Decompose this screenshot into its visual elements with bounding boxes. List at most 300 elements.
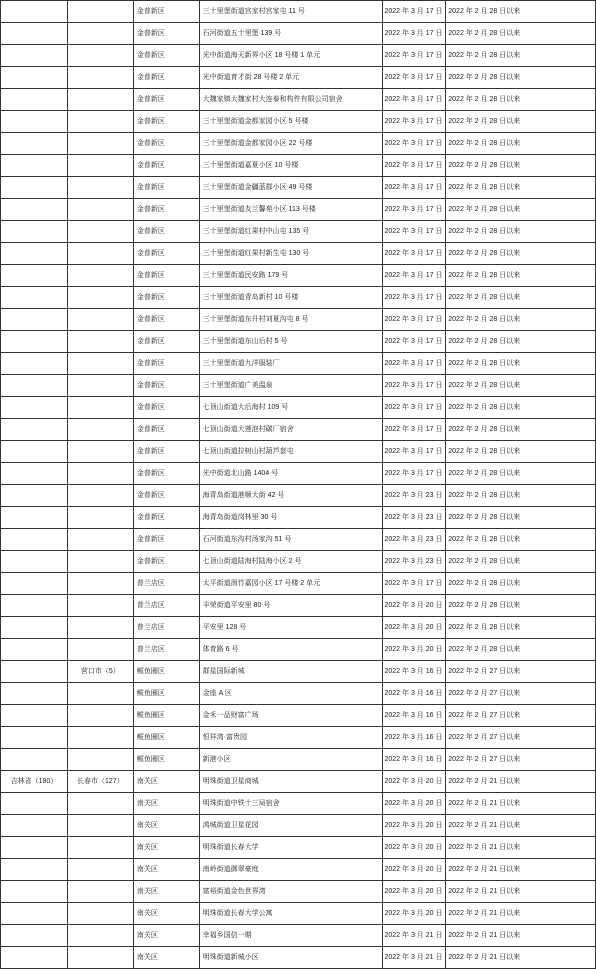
- date-cell: 2022 年 3 月 17 日: [382, 1, 446, 23]
- since-cell: 2022 年 2 月 28 日以来: [446, 617, 596, 639]
- province-cell: [1, 397, 68, 419]
- address-cell: 三十里堡街道金疆蓝郡小区 49 号楼: [199, 177, 382, 199]
- city-cell: [67, 265, 133, 287]
- table-row: [1, 507, 596, 529]
- district-cell: 金普新区: [133, 111, 199, 133]
- district-cell: 金普新区: [133, 463, 199, 485]
- date-cell: 2022 年 3 月 17 日: [382, 441, 446, 463]
- since-cell: 2022 年 2 月 27 日以来: [446, 749, 596, 771]
- province-cell: [1, 551, 68, 573]
- address-cell: 三十里堡街道嘉夏小区 10 号楼: [199, 155, 382, 177]
- district-cell: 金普新区: [133, 155, 199, 177]
- date-cell: 2022 年 3 月 17 日: [382, 199, 446, 221]
- address-cell: 三十里堡街道金都家园小区 22 号楼: [199, 133, 382, 155]
- table-row: [1, 727, 596, 749]
- address-cell: 明珠街道长春大学公寓: [199, 903, 382, 925]
- city-cell: [67, 1, 133, 23]
- address-cell: 体育路 6 号: [199, 639, 382, 661]
- city-cell: [67, 815, 133, 837]
- date-cell: 2022 年 3 月 23 日: [382, 507, 446, 529]
- province-cell: [1, 331, 68, 353]
- table-row: [1, 265, 596, 287]
- address-cell: 石河街道五十里堡 139 号: [199, 23, 382, 45]
- since-cell: 2022 年 2 月 27 日以来: [446, 661, 596, 683]
- table-row: [1, 837, 596, 859]
- city-cell: [67, 353, 133, 375]
- address-cell: 石河街道东沟村汤家沟 51 号: [199, 529, 382, 551]
- city-cell: [67, 485, 133, 507]
- address-cell: 平安里 128 号: [199, 617, 382, 639]
- date-cell: 2022 年 3 月 17 日: [382, 133, 446, 155]
- address-cell: 七顶山街道大后海村 109 号: [199, 397, 382, 419]
- city-cell: [67, 397, 133, 419]
- table-row: [1, 287, 596, 309]
- table-row: [1, 859, 596, 881]
- since-cell: 2022 年 2 月 27 日以来: [446, 727, 596, 749]
- district-cell: 金普新区: [133, 309, 199, 331]
- date-cell: 2022 年 3 月 17 日: [382, 111, 446, 133]
- province-cell: [1, 1, 68, 23]
- since-cell: 2022 年 2 月 28 日以来: [446, 441, 596, 463]
- date-cell: 2022 年 3 月 17 日: [382, 463, 446, 485]
- since-cell: 2022 年 2 月 28 日以来: [446, 177, 596, 199]
- province-cell: [1, 837, 68, 859]
- address-cell: 明珠街道中铁十三局宿舍: [199, 793, 382, 815]
- address-cell: 金座 A 区: [199, 683, 382, 705]
- table-row: [1, 683, 596, 705]
- province-cell: [1, 419, 68, 441]
- since-cell: 2022 年 2 月 28 日以来: [446, 265, 596, 287]
- district-cell: 金普新区: [133, 177, 199, 199]
- province-cell: 吉林省（180）: [1, 771, 68, 793]
- address-cell: 光中街道北山路 1404 号: [199, 463, 382, 485]
- date-cell: 2022 年 3 月 17 日: [382, 573, 446, 595]
- address-cell: 三十里堡街道九洋服装厂: [199, 353, 382, 375]
- district-cell: 金普新区: [133, 397, 199, 419]
- date-cell: 2022 年 3 月 20 日: [382, 903, 446, 925]
- address-cell: 七顶山街道大莲泡村碳厂宿舍: [199, 419, 382, 441]
- province-cell: [1, 155, 68, 177]
- address-cell: 光中街道育才街 28 号楼 2 单元: [199, 67, 382, 89]
- province-cell: [1, 881, 68, 903]
- since-cell: 2022 年 2 月 28 日以来: [446, 45, 596, 67]
- table-row: [1, 67, 596, 89]
- city-cell: [67, 925, 133, 947]
- address-cell: 群星国际新城: [199, 661, 382, 683]
- address-cell: 三十里堡街道青岛新村 10 号楼: [199, 287, 382, 309]
- address-cell: 三十里堡街道友兰馨苑小区 113 号楼: [199, 199, 382, 221]
- date-cell: 2022 年 3 月 17 日: [382, 375, 446, 397]
- address-cell: 三十里堡街道东山后村 5 号: [199, 331, 382, 353]
- since-cell: 2022 年 2 月 28 日以来: [446, 89, 596, 111]
- since-cell: 2022 年 2 月 28 日以来: [446, 309, 596, 331]
- since-cell: 2022 年 2 月 28 日以来: [446, 507, 596, 529]
- table-row: [1, 617, 596, 639]
- since-cell: 2022 年 2 月 28 日以来: [446, 111, 596, 133]
- district-cell: 南关区: [133, 859, 199, 881]
- province-cell: [1, 573, 68, 595]
- table-row: [1, 661, 596, 683]
- province-cell: [1, 309, 68, 331]
- district-cell: 金普新区: [133, 441, 199, 463]
- city-cell: [67, 155, 133, 177]
- since-cell: 2022 年 2 月 28 日以来: [446, 287, 596, 309]
- city-cell: [67, 947, 133, 969]
- district-cell: 金普新区: [133, 67, 199, 89]
- province-cell: [1, 67, 68, 89]
- date-cell: 2022 年 3 月 20 日: [382, 617, 446, 639]
- table-row: [1, 551, 596, 573]
- district-cell: 南关区: [133, 793, 199, 815]
- since-cell: 2022 年 2 月 28 日以来: [446, 243, 596, 265]
- district-cell: 金普新区: [133, 485, 199, 507]
- table-row: [1, 23, 596, 45]
- date-cell: 2022 年 3 月 17 日: [382, 221, 446, 243]
- since-cell: 2022 年 2 月 28 日以来: [446, 419, 596, 441]
- date-cell: 2022 年 3 月 23 日: [382, 529, 446, 551]
- city-cell: [67, 617, 133, 639]
- city-cell: [67, 441, 133, 463]
- date-cell: 2022 年 3 月 17 日: [382, 287, 446, 309]
- province-cell: [1, 45, 68, 67]
- address-cell: 三十里堡街道东升村刘夏沟屯 8 号: [199, 309, 382, 331]
- city-cell: [67, 573, 133, 595]
- district-cell: 普兰店区: [133, 573, 199, 595]
- city-cell: [67, 287, 133, 309]
- date-cell: 2022 年 3 月 21 日: [382, 947, 446, 969]
- province-cell: [1, 705, 68, 727]
- district-cell: 金普新区: [133, 551, 199, 573]
- city-cell: [67, 419, 133, 441]
- since-cell: 2022 年 2 月 28 日以来: [446, 485, 596, 507]
- date-cell: 2022 年 3 月 17 日: [382, 155, 446, 177]
- since-cell: 2022 年 2 月 21 日以来: [446, 837, 596, 859]
- district-cell: 南关区: [133, 881, 199, 903]
- table-row: [1, 815, 596, 837]
- address-cell: 幸福乡国信一期: [199, 925, 382, 947]
- district-cell: 金普新区: [133, 89, 199, 111]
- district-cell: 南关区: [133, 815, 199, 837]
- address-cell: 三十里堡街道红果村新生屯 130 号: [199, 243, 382, 265]
- since-cell: 2022 年 2 月 28 日以来: [446, 595, 596, 617]
- table-row: [1, 375, 596, 397]
- province-cell: [1, 507, 68, 529]
- table-row: [1, 881, 596, 903]
- address-cell: 金禾一品财富广场: [199, 705, 382, 727]
- since-cell: 2022 年 2 月 21 日以来: [446, 793, 596, 815]
- district-cell: 金普新区: [133, 265, 199, 287]
- city-cell: [67, 705, 133, 727]
- since-cell: 2022 年 2 月 28 日以来: [446, 375, 596, 397]
- since-cell: 2022 年 2 月 28 日以来: [446, 551, 596, 573]
- city-cell: [67, 199, 133, 221]
- since-cell: 2022 年 2 月 28 日以来: [446, 331, 596, 353]
- address-cell: 七顶山街道陆海村陆海小区 2 号: [199, 551, 382, 573]
- table-row: [1, 639, 596, 661]
- since-cell: 2022 年 2 月 21 日以来: [446, 947, 596, 969]
- table-row: [1, 771, 596, 793]
- since-cell: 2022 年 2 月 21 日以来: [446, 903, 596, 925]
- district-cell: 金普新区: [133, 199, 199, 221]
- since-cell: 2022 年 2 月 28 日以来: [446, 529, 596, 551]
- province-cell: [1, 111, 68, 133]
- city-cell: [67, 507, 133, 529]
- table-row: [1, 111, 596, 133]
- since-cell: 2022 年 2 月 21 日以来: [446, 815, 596, 837]
- province-cell: [1, 199, 68, 221]
- district-cell: 金普新区: [133, 375, 199, 397]
- since-cell: 2022 年 2 月 27 日以来: [446, 683, 596, 705]
- address-cell: 富裕街道金色世界湾: [199, 881, 382, 903]
- date-cell: 2022 年 3 月 20 日: [382, 771, 446, 793]
- district-cell: 金普新区: [133, 287, 199, 309]
- city-cell: [67, 683, 133, 705]
- address-cell: 太平街道润竹嘉园小区 17 号楼 2 单元: [199, 573, 382, 595]
- city-cell: [67, 595, 133, 617]
- city-cell: [67, 375, 133, 397]
- date-cell: 2022 年 3 月 23 日: [382, 551, 446, 573]
- province-cell: [1, 925, 68, 947]
- table-row: [1, 243, 596, 265]
- province-cell: [1, 749, 68, 771]
- province-cell: [1, 485, 68, 507]
- date-cell: 2022 年 3 月 17 日: [382, 309, 446, 331]
- address-cell: 南岭街道御翠豪庭: [199, 859, 382, 881]
- district-cell: 南关区: [133, 837, 199, 859]
- table-row: [1, 133, 596, 155]
- date-cell: 2022 年 3 月 16 日: [382, 749, 446, 771]
- district-cell: 金普新区: [133, 221, 199, 243]
- address-cell: 明珠街道新城小区: [199, 947, 382, 969]
- province-cell: [1, 463, 68, 485]
- district-cell: 金普新区: [133, 419, 199, 441]
- table-row: [1, 45, 596, 67]
- since-cell: 2022 年 2 月 28 日以来: [446, 67, 596, 89]
- province-cell: [1, 243, 68, 265]
- district-cell: 普兰店区: [133, 595, 199, 617]
- district-cell: 南关区: [133, 903, 199, 925]
- address-cell: 明珠街道长春大学: [199, 837, 382, 859]
- address-cell: 光中街道海天新界小区 18 号楼 1 单元: [199, 45, 382, 67]
- province-cell: [1, 375, 68, 397]
- city-cell: [67, 529, 133, 551]
- since-cell: 2022 年 2 月 28 日以来: [446, 1, 596, 23]
- table-row: [1, 419, 596, 441]
- province-cell: [1, 441, 68, 463]
- date-cell: 2022 年 3 月 17 日: [382, 331, 446, 353]
- address-cell: 鸿城街道卫星花园: [199, 815, 382, 837]
- district-cell: 鲅鱼圈区: [133, 727, 199, 749]
- date-cell: 2022 年 3 月 17 日: [382, 177, 446, 199]
- city-cell: [67, 793, 133, 815]
- district-cell: 金普新区: [133, 331, 199, 353]
- city-cell: [67, 133, 133, 155]
- address-cell: 三十里堡街道广美温泉: [199, 375, 382, 397]
- city-cell: [67, 859, 133, 881]
- province-cell: [1, 265, 68, 287]
- district-cell: 金普新区: [133, 133, 199, 155]
- since-cell: 2022 年 2 月 28 日以来: [446, 133, 596, 155]
- province-cell: [1, 221, 68, 243]
- since-cell: 2022 年 2 月 28 日以来: [446, 397, 596, 419]
- since-cell: 2022 年 2 月 28 日以来: [446, 199, 596, 221]
- table-row: [1, 199, 596, 221]
- province-cell: [1, 859, 68, 881]
- province-cell: [1, 683, 68, 705]
- city-cell: [67, 89, 133, 111]
- table-row: [1, 793, 596, 815]
- city-cell: [67, 45, 133, 67]
- date-cell: 2022 年 3 月 16 日: [382, 683, 446, 705]
- table-row: [1, 573, 596, 595]
- table-row: [1, 331, 596, 353]
- date-cell: 2022 年 3 月 17 日: [382, 89, 446, 111]
- province-cell: [1, 639, 68, 661]
- date-cell: 2022 年 3 月 20 日: [382, 859, 446, 881]
- province-cell: [1, 595, 68, 617]
- table-row: [1, 903, 596, 925]
- address-cell: 新港小区: [199, 749, 382, 771]
- city-cell: [67, 881, 133, 903]
- district-cell: 南关区: [133, 947, 199, 969]
- since-cell: 2022 年 2 月 27 日以来: [446, 705, 596, 727]
- province-cell: [1, 661, 68, 683]
- city-cell: [67, 727, 133, 749]
- city-cell: [67, 221, 133, 243]
- since-cell: 2022 年 2 月 28 日以来: [446, 221, 596, 243]
- city-cell: [67, 463, 133, 485]
- province-cell: [1, 23, 68, 45]
- province-cell: [1, 815, 68, 837]
- table-row: [1, 947, 596, 969]
- district-cell: 鲅鱼圈区: [133, 749, 199, 771]
- city-cell: [67, 749, 133, 771]
- table-row: [1, 397, 596, 419]
- table-row: [1, 529, 596, 551]
- district-cell: 金普新区: [133, 507, 199, 529]
- district-cell: 金普新区: [133, 353, 199, 375]
- address-cell: 明珠街道卫星商城: [199, 771, 382, 793]
- table-row: [1, 353, 596, 375]
- district-cell: 普兰店区: [133, 639, 199, 661]
- address-cell: 海青岛街道岗林里 30 号: [199, 507, 382, 529]
- city-cell: [67, 243, 133, 265]
- district-cell: 金普新区: [133, 45, 199, 67]
- date-cell: 2022 年 3 月 17 日: [382, 67, 446, 89]
- district-cell: 金普新区: [133, 243, 199, 265]
- since-cell: 2022 年 2 月 21 日以来: [446, 859, 596, 881]
- table-row: [1, 177, 596, 199]
- date-cell: 2022 年 3 月 20 日: [382, 639, 446, 661]
- date-cell: 2022 年 3 月 20 日: [382, 881, 446, 903]
- since-cell: 2022 年 2 月 28 日以来: [446, 463, 596, 485]
- date-cell: 2022 年 3 月 16 日: [382, 661, 446, 683]
- table-row: [1, 89, 596, 111]
- table-row: [1, 1, 596, 23]
- date-cell: 2022 年 3 月 23 日: [382, 485, 446, 507]
- date-cell: 2022 年 3 月 17 日: [382, 353, 446, 375]
- address-cell: 海青岛街道港顺大街 42 号: [199, 485, 382, 507]
- city-cell: [67, 837, 133, 859]
- province-cell: [1, 177, 68, 199]
- province-cell: [1, 133, 68, 155]
- province-cell: [1, 617, 68, 639]
- district-cell: 金普新区: [133, 529, 199, 551]
- city-cell: [67, 309, 133, 331]
- since-cell: 2022 年 2 月 28 日以来: [446, 23, 596, 45]
- table-row: [1, 221, 596, 243]
- since-cell: 2022 年 2 月 21 日以来: [446, 771, 596, 793]
- since-cell: 2022 年 2 月 28 日以来: [446, 353, 596, 375]
- table-row: [1, 155, 596, 177]
- date-cell: 2022 年 3 月 17 日: [382, 45, 446, 67]
- city-cell: [67, 551, 133, 573]
- province-cell: [1, 287, 68, 309]
- table-row: [1, 463, 596, 485]
- address-cell: 恒祥湾·富贵园: [199, 727, 382, 749]
- date-cell: 2022 年 3 月 17 日: [382, 265, 446, 287]
- city-cell: 长春市（127）: [67, 771, 133, 793]
- province-cell: [1, 793, 68, 815]
- date-cell: 2022 年 3 月 17 日: [382, 243, 446, 265]
- table-row: [1, 749, 596, 771]
- address-cell: 三十里堡街道红果村中山屯 135 号: [199, 221, 382, 243]
- district-cell: 鲅鱼圈区: [133, 661, 199, 683]
- province-cell: [1, 903, 68, 925]
- district-cell: 南关区: [133, 771, 199, 793]
- date-cell: 2022 年 3 月 17 日: [382, 419, 446, 441]
- district-cell: 鲅鱼圈区: [133, 683, 199, 705]
- table-row: [1, 441, 596, 463]
- date-cell: 2022 年 3 月 20 日: [382, 815, 446, 837]
- date-cell: 2022 年 3 月 17 日: [382, 397, 446, 419]
- district-cell: 鲅鱼圈区: [133, 705, 199, 727]
- table-row: [1, 925, 596, 947]
- district-cell: 金普新区: [133, 23, 199, 45]
- province-cell: [1, 529, 68, 551]
- since-cell: 2022 年 2 月 28 日以来: [446, 639, 596, 661]
- since-cell: 2022 年 2 月 28 日以来: [446, 573, 596, 595]
- city-cell: [67, 67, 133, 89]
- district-cell: 普兰店区: [133, 617, 199, 639]
- address-cell: 三十里堡街道民安路 179 号: [199, 265, 382, 287]
- date-cell: 2022 年 3 月 16 日: [382, 727, 446, 749]
- since-cell: 2022 年 2 月 28 日以来: [446, 155, 596, 177]
- table-row: [1, 595, 596, 617]
- since-cell: 2022 年 2 月 21 日以来: [446, 881, 596, 903]
- district-cell: 南关区: [133, 925, 199, 947]
- city-cell: [67, 111, 133, 133]
- province-cell: [1, 947, 68, 969]
- date-cell: 2022 年 3 月 20 日: [382, 595, 446, 617]
- city-cell: [67, 331, 133, 353]
- address-cell: 三十里堡街道宫家村宫家屯 11 号: [199, 1, 382, 23]
- table-row: [1, 705, 596, 727]
- date-cell: 2022 年 3 月 21 日: [382, 925, 446, 947]
- address-cell: 三十里堡街道金都家园小区 5 号楼: [199, 111, 382, 133]
- city-cell: [67, 177, 133, 199]
- date-cell: 2022 年 3 月 16 日: [382, 705, 446, 727]
- address-cell: 丰荣街道平安里 80 号: [199, 595, 382, 617]
- city-cell: [67, 23, 133, 45]
- since-cell: 2022 年 2 月 21 日以来: [446, 925, 596, 947]
- province-cell: [1, 727, 68, 749]
- table-row: [1, 485, 596, 507]
- city-cell: 营口市（5）: [67, 661, 133, 683]
- date-cell: 2022 年 3 月 17 日: [382, 23, 446, 45]
- address-cell: 大魏家镇大魏家村大连泰和构件有限公司宿舍: [199, 89, 382, 111]
- table-body: [1, 1, 596, 969]
